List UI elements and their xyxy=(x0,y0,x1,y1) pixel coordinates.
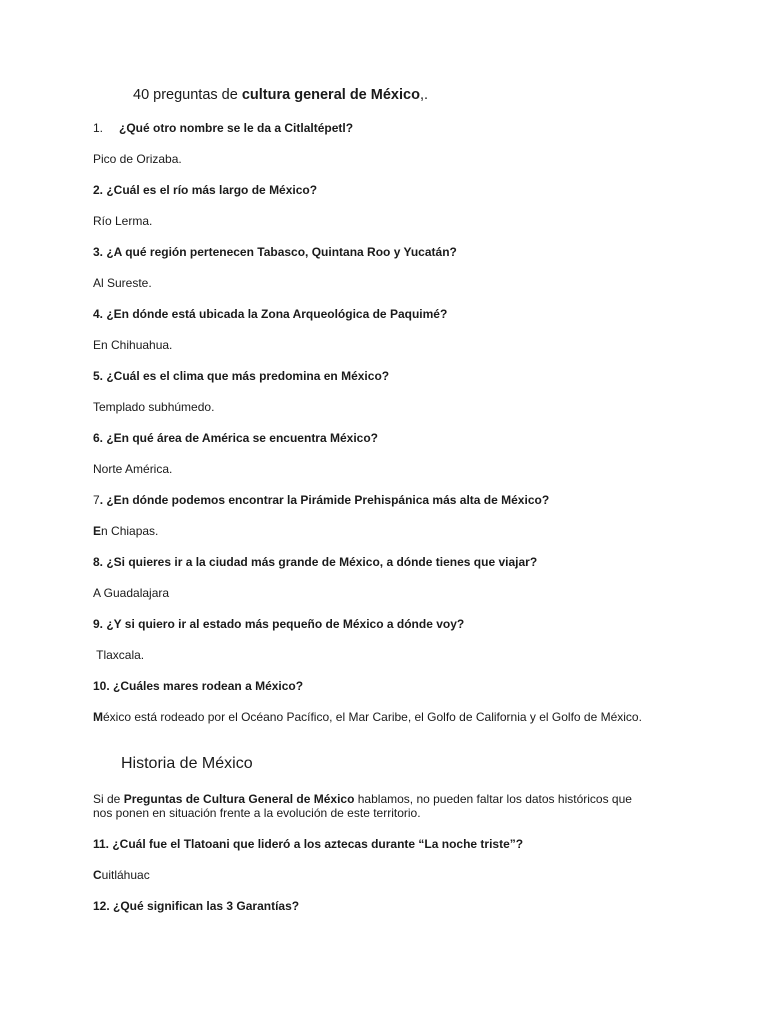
title-bold: cultura general de México xyxy=(241,87,420,103)
question-10: 10. ¿Cuáles mares rodean a México? xyxy=(93,679,304,693)
question-3: 3. ¿A qué región pertenecen Tabasco, Quintana Roo y Yucatán? xyxy=(93,245,457,259)
document-title xyxy=(133,87,428,103)
title-suffix: ,. xyxy=(419,87,428,103)
answer-3: Al Sureste. xyxy=(93,276,152,290)
answer-10-initial: M xyxy=(93,710,103,724)
answer-5: Templado subhúmedo. xyxy=(93,400,215,414)
question-8: 8. ¿Si quieres ir a la ciudad más grande de México, a dónde tienes que viajar? xyxy=(93,555,538,569)
question-12: 12. ¿Qué significan las 3 Garantías? xyxy=(93,899,300,913)
question-7-number: 7 xyxy=(93,493,100,507)
section-heading: Historia de México xyxy=(121,755,253,772)
section-intro-prefix: Si de xyxy=(93,792,124,806)
question-1-number: 1. xyxy=(93,121,104,135)
answer-7-text: n Chiapas. xyxy=(101,524,159,538)
answer-10-text: éxico está rodeado por el Océano Pacífico, el Mar Caribe, el Golfo de California y el Golfo de México. xyxy=(103,710,642,724)
section-intro-suffix: hablamos, no pueden faltar los datos históricos que nos ponen en situación frente a la evolución de este territorio. xyxy=(93,792,632,820)
section-intro xyxy=(93,792,653,820)
answer-11-initial: C xyxy=(93,868,102,882)
answer-7-initial: E xyxy=(93,524,102,538)
question-1: ¿Qué otro nombre se le da a Citlaltépetl? xyxy=(119,121,354,135)
question-4: 4. ¿En dónde está ubicada la Zona Arqueológica de Paquimé? xyxy=(93,307,448,321)
question-6: 6. ¿En qué área de América se encuentra México? xyxy=(93,431,378,445)
answer-11 xyxy=(93,868,150,882)
question-2: 2. ¿Cuál es el río más largo de México? xyxy=(93,183,318,197)
question-5: 5. ¿Cuál es el clima que más predomina en México? xyxy=(93,369,390,383)
answer-10 xyxy=(93,710,653,724)
question-11: 11. ¿Cuál fue el Tlatoani que lideró a los aztecas durante “La noche triste”? xyxy=(93,837,524,851)
answer-9: Tlaxcala. xyxy=(93,648,145,662)
answer-7 xyxy=(93,524,158,538)
question-7-text: . ¿En dónde podemos encontrar la Pirámide Prehispánica más alta de México? xyxy=(99,493,550,507)
answer-2: Río Lerma. xyxy=(93,214,153,228)
section-intro-bold: Preguntas de Cultura General de México xyxy=(123,792,355,806)
question-9: 9. ¿Y si quiero ir al estado más pequeño de México a dónde voy? xyxy=(93,617,465,631)
answer-6: Norte América. xyxy=(93,462,173,476)
answer-8: A Guadalajara xyxy=(93,586,170,600)
question-7 xyxy=(93,493,549,507)
answer-11-text: uitláhuac xyxy=(101,868,150,882)
answer-1: Pico de Orizaba. xyxy=(93,152,182,166)
answer-4: En Chihuahua. xyxy=(93,338,173,352)
title-prefix: 40 preguntas de xyxy=(133,87,242,103)
